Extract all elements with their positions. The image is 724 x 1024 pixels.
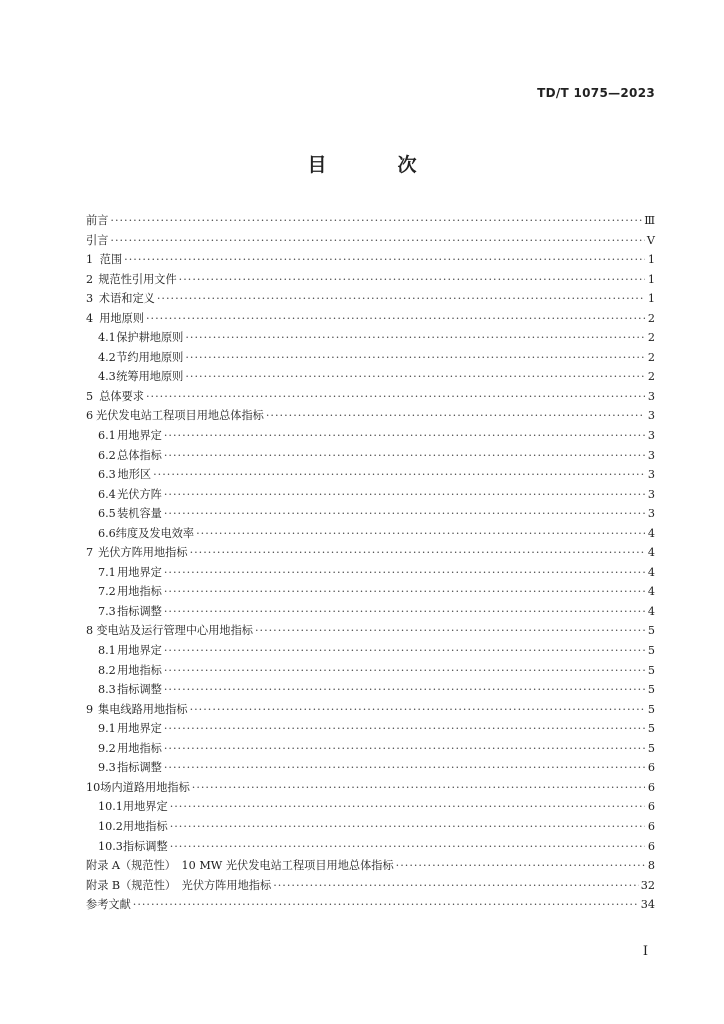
toc-entry-label: 指标调整 [117, 683, 162, 697]
toc-leader-dots [196, 527, 645, 540]
toc-entry-label: 变电站及运行管理中心用地指标 [96, 624, 253, 638]
toc-entry[interactable] [86, 564, 655, 584]
toc-leader-dots [190, 703, 645, 716]
toc-leader-dots [164, 585, 645, 598]
toc-entry-page: 5 [647, 644, 655, 658]
toc-entry[interactable] [86, 427, 655, 447]
toc-entry-label: 光伏方阵 [117, 487, 162, 501]
toc-entry-page: 34 [640, 898, 655, 912]
toc-entry[interactable] [86, 349, 655, 369]
toc-entry-label: 用地界定 [122, 800, 168, 814]
toc-entry-page: 2 [647, 350, 655, 364]
toc-leader-dots [170, 840, 645, 853]
toc-leader-dots [164, 605, 645, 618]
toc-leader-dots [164, 742, 645, 755]
toc-entry-number: 4.2 [98, 350, 116, 364]
toc-leader-dots [146, 390, 645, 403]
toc-entry-number: 10.3 [98, 839, 123, 853]
toc-entry-page: 4 [647, 604, 655, 618]
toc-leader-dots [153, 468, 645, 481]
toc-leader-dots [185, 370, 645, 383]
toc-entry-label: 引言 [86, 233, 109, 247]
toc-entry[interactable] [86, 603, 655, 623]
toc-entry[interactable] [86, 271, 655, 291]
toc-leader-dots [164, 429, 645, 442]
toc-leader-dots [164, 683, 645, 696]
toc-entry-number: 7 [86, 546, 94, 560]
toc-entry[interactable] [86, 701, 655, 721]
toc-entry[interactable] [86, 368, 655, 388]
toc-entry-page: 6 [647, 780, 655, 794]
toc-entry-label: 用地界定 [117, 644, 162, 658]
toc-entry-label: 用地原则 [99, 311, 144, 325]
toc-entry-page: 3 [647, 429, 655, 443]
toc-entry[interactable] [86, 681, 655, 701]
toc-entry-number: 4.1 [98, 331, 116, 345]
toc-entry-label: 纬度及发电效率 [115, 526, 195, 540]
toc-entry-page: 5 [647, 702, 655, 716]
toc-entry-number: 1 [86, 253, 94, 267]
toc-entry-number: 9.2 [98, 741, 116, 755]
toc-leader-dots [133, 898, 639, 911]
toc-entry[interactable] [86, 798, 655, 818]
toc-entry-label: 地形区 [117, 468, 152, 482]
toc-entry-page: 8 [647, 859, 655, 873]
toc-entry-number: 4 [86, 311, 94, 325]
toc-entry-number: 6.1 [98, 429, 116, 443]
toc-entry-page: 2 [647, 311, 655, 325]
toc-entry[interactable] [86, 642, 655, 662]
toc-entry-label: 光伏方阵用地指标 [98, 546, 188, 560]
toc-entry-page: 1 [647, 253, 655, 267]
toc-leader-dots [164, 507, 645, 520]
toc-entry-page: 5 [647, 741, 655, 755]
standard-code: TD/T 1075—2023 [537, 86, 655, 100]
toc-entry-label: 保护耕地原则 [116, 331, 184, 345]
toc-entry[interactable] [86, 857, 655, 877]
toc-entry-number: 8.1 [98, 644, 116, 658]
toc-entry-label: 前言 [86, 214, 109, 227]
toc-entry-number: 6.6 [98, 526, 116, 540]
toc-entry-page: 4 [647, 526, 655, 540]
toc-entry-label: 用地指标 [117, 741, 162, 755]
toc-entry-label: 用地指标 [117, 663, 162, 677]
toc-entry[interactable] [86, 740, 655, 760]
toc-entry-label: 用地指标 [122, 819, 168, 833]
toc-entry-label: 总体指标 [117, 448, 162, 462]
toc-entry-page: 6 [647, 819, 655, 833]
toc-entry[interactable] [86, 544, 655, 564]
toc-entry[interactable] [86, 759, 655, 779]
toc-entry[interactable] [86, 838, 655, 858]
toc-entry-number: 5 [86, 389, 94, 403]
toc-entry-label: 参考文献 [86, 898, 131, 912]
toc-entry-label: 场内道路用地指标 [100, 780, 190, 794]
toc-entry-page: 1 [647, 272, 655, 286]
toc-entry-number: 2 [86, 272, 94, 286]
toc-entry[interactable] [86, 251, 655, 271]
toc-entry[interactable] [86, 622, 655, 642]
toc-entry[interactable] [86, 583, 655, 603]
toc-entry-label: 总体要求 [99, 389, 144, 403]
toc-leader-dots [266, 409, 645, 422]
toc-entry-label: 附录 A（规范性） 10 MW 光伏发电站工程项目用地总体指标 [86, 859, 394, 873]
toc-leader-dots [146, 312, 645, 325]
toc-leader-dots [164, 566, 645, 579]
toc-entry-page: 3 [647, 487, 655, 501]
toc-entry[interactable] [86, 212, 655, 232]
toc-entry-label: 集电线路用地指标 [98, 702, 188, 716]
toc-entry-number: 7.1 [98, 565, 116, 579]
toc-entry-page: 4 [647, 585, 655, 599]
toc-entry-number: 3 [86, 292, 94, 306]
toc-entry[interactable] [86, 720, 655, 740]
toc-entry[interactable] [86, 329, 655, 349]
toc-entry-label: 用地界定 [117, 429, 162, 443]
toc-entry-label: 术语和定义 [98, 292, 155, 306]
toc-entry-number: 7.3 [98, 604, 116, 618]
toc-entry[interactable] [86, 388, 655, 408]
toc-entry-page: 5 [647, 683, 655, 697]
toc-entry-label: 规范性引用文件 [98, 272, 177, 286]
toc-leader-dots [157, 292, 645, 305]
toc-leader-dots [170, 800, 645, 813]
toc-entry-label: 节约用地原则 [116, 350, 184, 364]
toc-entry[interactable] [86, 505, 655, 525]
toc-leader-dots [164, 761, 645, 774]
toc-entry-number: 6 [86, 409, 94, 423]
toc-leader-dots [164, 488, 645, 501]
toc-entry[interactable] [86, 525, 655, 545]
toc-entry-page: 32 [640, 878, 655, 892]
toc-entry-page: 5 [647, 624, 655, 638]
page-number: I [642, 944, 648, 959]
toc-entry-label: 用地指标 [117, 585, 162, 599]
toc-entry-number: 6.2 [98, 448, 116, 462]
toc-entry-page: 4 [647, 565, 655, 579]
toc-entry-page: 3 [647, 448, 655, 462]
toc-entry-page: 6 [647, 761, 655, 775]
toc-leader-dots [124, 253, 645, 266]
toc-entry-number: 10.2 [98, 819, 123, 833]
toc-entry-number: 6.5 [98, 507, 116, 521]
toc-entry[interactable] [86, 232, 655, 252]
toc-entry-page: 2 [647, 331, 655, 345]
toc-leader-dots [190, 546, 645, 559]
toc-entry-page: 3 [647, 409, 655, 423]
toc-entry-number: 8.3 [98, 683, 116, 697]
toc-entry[interactable] [86, 877, 655, 897]
toc-entry-number: 10 [86, 780, 101, 794]
toc-entry-label: 装机容量 [117, 507, 162, 521]
toc-entry-number: 7.2 [98, 585, 116, 599]
toc-leader-dots [255, 624, 645, 637]
toc-leader-dots [170, 820, 645, 833]
table-of-contents [86, 212, 655, 916]
page-title: 目 次 [307, 154, 443, 176]
toc-entry-label: 指标调整 [117, 761, 162, 775]
toc-leader-dots [396, 859, 645, 872]
toc-leader-dots [164, 644, 645, 657]
toc-entry-page: 4 [647, 546, 655, 560]
toc-entry-page: 2 [647, 370, 655, 384]
toc-leader-dots [192, 781, 645, 794]
toc-entry[interactable] [86, 818, 655, 838]
toc-leader-dots [164, 664, 645, 677]
toc-leader-dots [110, 234, 645, 247]
toc-leader-dots [164, 722, 645, 735]
toc-entry-page: 3 [647, 468, 655, 482]
toc-entry-page: Ⅲ [644, 214, 655, 227]
toc-entry-label: 统筹用地原则 [116, 370, 184, 384]
toc-entry[interactable] [86, 896, 655, 916]
toc-entry-label: 范围 [99, 253, 123, 267]
toc-leader-dots [110, 214, 642, 227]
toc-entry-label: 用地界定 [117, 722, 162, 736]
toc-entry[interactable] [86, 310, 655, 330]
toc-entry[interactable] [86, 466, 655, 486]
toc-entry[interactable] [86, 779, 655, 799]
toc-entry-number: 9.3 [98, 761, 116, 775]
toc-entry-label: 用地界定 [117, 565, 162, 579]
toc-entry[interactable] [86, 447, 655, 467]
toc-leader-dots [273, 879, 639, 892]
toc-entry-page: 1 [647, 292, 655, 306]
toc-entry-label: 附录 B（规范性） 光伏方阵用地指标 [86, 878, 272, 892]
toc-leader-dots [185, 331, 645, 344]
toc-entry-page: 5 [647, 663, 655, 677]
toc-entry-page: V [646, 233, 655, 247]
toc-entry-number: 4.3 [98, 370, 116, 384]
toc-entry-page: 6 [647, 839, 655, 853]
toc-leader-dots [164, 449, 645, 462]
toc-entry-number: 6.3 [98, 468, 116, 482]
toc-entry-number: 9 [86, 702, 94, 716]
toc-entry-number: 8 [86, 624, 94, 638]
toc-entry-page: 3 [647, 507, 655, 521]
toc-entry[interactable] [86, 290, 655, 310]
toc-entry[interactable] [86, 662, 655, 682]
toc-entry-page: 5 [647, 722, 655, 736]
toc-entry-page: 3 [647, 389, 655, 403]
toc-entry-label: 光伏发电站工程项目用地总体指标 [96, 409, 264, 423]
toc-entry-number: 9.1 [98, 722, 116, 736]
toc-entry-number: 6.4 [98, 487, 116, 501]
toc-entry-label: 指标调整 [117, 604, 162, 618]
toc-entry-page: 6 [647, 800, 655, 814]
toc-entry[interactable] [86, 486, 655, 506]
toc-entry-number: 10.1 [98, 800, 123, 814]
toc-entry[interactable] [86, 407, 655, 427]
toc-entry-number: 8.2 [98, 663, 116, 677]
toc-entry-label: 指标调整 [122, 839, 168, 853]
toc-leader-dots [185, 351, 645, 364]
toc-leader-dots [179, 273, 645, 286]
